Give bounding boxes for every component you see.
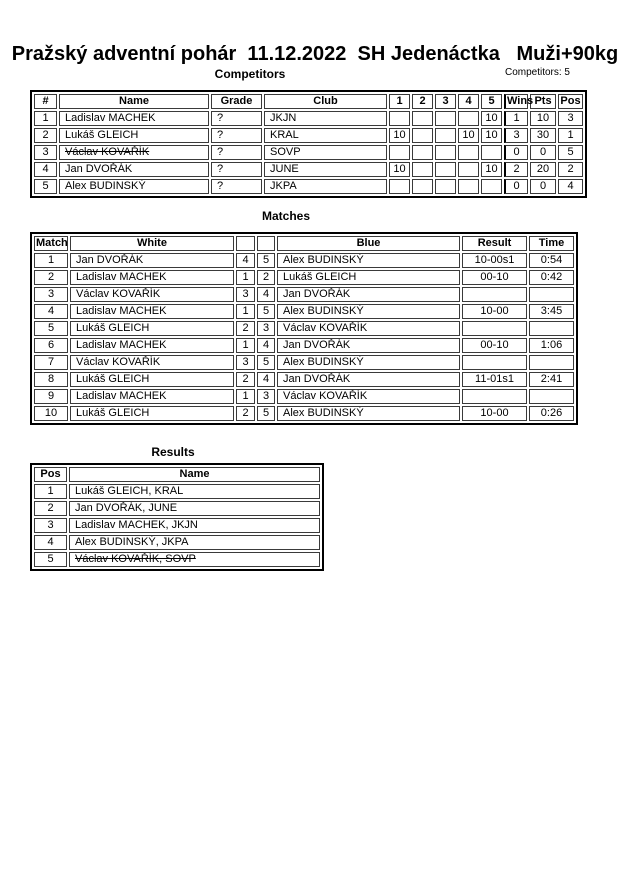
white-number-cell: 1 [236,270,255,285]
score-cell: 10 [481,111,502,126]
white-name-cell: Lukáš GLEICH [70,321,234,336]
white-number-cell: 1 [236,304,255,319]
col-header: Name [59,94,209,109]
result-row [34,484,320,499]
competitor-row [34,179,583,194]
result-cell: 10-00 [462,406,527,421]
time-cell: 3:45 [529,304,574,319]
col-header: Match [36,237,68,249]
club-cell: SOVP [264,145,387,160]
score-cell [435,179,456,194]
white-name-cell: Ladislav MACHEK [70,304,234,319]
score-cell [389,179,410,194]
competitor-name-cell: Václav KOVAŘÍK [59,145,209,160]
match-number-cell: 1 [34,253,68,268]
score-cell [458,162,479,177]
blue-number-cell: 4 [257,372,275,387]
result-cell: 10-00s1 [462,253,527,268]
result-pos-cell: 1 [34,484,67,499]
match-number-cell: 9 [34,389,68,404]
col-header: 5 [481,94,502,109]
competitors-table [30,90,587,198]
match-row [34,389,574,404]
score-cell [458,111,479,126]
score-cell [412,162,433,177]
match-row [34,253,574,268]
match-row [34,304,574,319]
blue-number-cell: 3 [257,321,275,336]
blue-number-cell: 5 [257,355,275,370]
competitor-number-cell: 5 [34,179,57,194]
club-cell: JKJN [264,111,387,126]
match-number-cell: 4 [34,304,68,319]
white-name-cell: Václav KOVAŘÍK [70,355,234,370]
competitor-name-cell: Alex BUDINSKÝ [59,179,209,194]
match-number-cell: 8 [34,372,68,387]
score-cell [389,145,410,160]
time-cell [529,321,574,336]
page-title: Pražský adventní pohár 11.12.2022 SH Jedenáctka Muži+90kg [11,43,619,65]
col-header: Pts [530,94,556,109]
col-header [257,236,275,251]
pts-cell: 20 [530,162,556,177]
score-cell: 10 [458,128,479,143]
blue-name-cell: Václav KOVAŘÍK [277,321,460,336]
white-number-cell: 2 [236,372,255,387]
result-cell [462,287,527,302]
wins-cell: 3 [504,128,528,143]
blue-name-cell: Jan DVOŘÁK [277,338,460,353]
match-number-cell: 6 [34,338,68,353]
time-cell: 0:42 [529,270,574,285]
score-cell [458,145,479,160]
result-name-cell: Václav KOVAŘÍK, SOVP [69,552,320,567]
col-header: Name [69,467,320,482]
result-cell: 10-00 [462,304,527,319]
blue-name-cell: Jan DVOŘÁK [277,287,460,302]
wins-cell: 1 [504,111,528,126]
pos-cell: 5 [558,145,583,160]
result-pos-cell: 3 [34,518,67,533]
col-header: 1 [389,94,410,109]
col-header: 4 [458,94,479,109]
blue-number-cell: 2 [257,270,275,285]
blue-number-cell: 5 [257,406,275,421]
time-cell [529,355,574,370]
col-header: Grade [211,94,262,109]
col-header: Result [462,236,527,251]
result-cell [462,321,527,336]
score-cell: 10 [481,162,502,177]
result-row [34,501,320,516]
match-row [34,338,574,353]
wins-cell: 0 [504,145,528,160]
col-header: 2 [412,94,433,109]
white-name-cell: Lukáš GLEICH [70,372,234,387]
score-cell [435,145,456,160]
score-cell [435,128,456,143]
results-heading: Results [151,445,195,459]
match-number-cell: 10 [34,406,68,421]
result-pos-cell: 4 [34,535,67,550]
matches-heading: Matches [261,209,311,223]
competitor-name-cell: Jan DVOŘÁK [59,162,209,177]
score-cell [412,145,433,160]
pos-cell: 1 [558,128,583,143]
club-cell: JUNE [264,162,387,177]
white-name-cell: Lukáš GLEICH [70,406,234,421]
result-cell [462,355,527,370]
white-number-cell: 3 [236,287,255,302]
blue-number-cell: 3 [257,389,275,404]
blue-name-cell: Alex BUDINSKÝ [277,253,460,268]
score-cell [458,179,479,194]
competitor-name-cell: Ladislav MACHEK [59,111,209,126]
result-name-cell: Lukáš GLEICH, KRAL [69,484,320,499]
blue-name-cell: Lukáš GLEICH [277,270,460,285]
competitor-number-cell: 3 [34,145,57,160]
white-name-cell: Ladislav MACHEK [70,270,234,285]
pos-cell: 2 [558,162,583,177]
competitor-number-cell: 4 [34,162,57,177]
col-header: Blue [277,236,460,251]
col-header: Time [529,236,574,251]
col-header [236,236,255,251]
competitor-number-cell: 2 [34,128,57,143]
match-number-cell: 5 [34,321,68,336]
grade-cell: ? [211,145,262,160]
col-header: 3 [435,94,456,109]
pts-cell: 10 [530,111,556,126]
match-number-cell: 7 [34,355,68,370]
blue-name-cell: Alex BUDINSKÝ [277,406,460,421]
competitors-heading: Competitors [214,67,286,81]
match-row [34,270,574,285]
result-name-cell: Jan DVOŘÁK, JUNE [69,501,320,516]
blue-number-cell: 4 [257,287,275,302]
col-header: Wins [504,94,528,109]
col-header: Club [264,94,387,109]
col-header: White [70,236,234,251]
result-pos-cell: 2 [34,501,67,516]
score-cell [435,111,456,126]
blue-name-cell: Václav KOVAŘÍK [277,389,460,404]
time-cell [529,287,574,302]
time-cell: 2:41 [529,372,574,387]
result-row [34,535,320,550]
col-header: # [34,94,57,109]
competitor-row [34,162,583,177]
match-row [34,406,574,421]
score-cell [389,111,410,126]
result-name-cell: Ladislav MACHEK, JKJN [69,518,320,533]
blue-number-cell: 5 [257,253,275,268]
grade-cell: ? [211,162,262,177]
score-cell: 10 [389,162,410,177]
white-name-cell: Jan DVOŘÁK [70,253,234,268]
pts-cell: 0 [530,179,556,194]
club-cell: JKPA [264,179,387,194]
score-cell [481,179,502,194]
results-table [30,463,324,571]
white-number-cell: 1 [236,338,255,353]
white-name-cell: Václav KOVAŘÍK [70,287,234,302]
wins-cell: 2 [504,162,528,177]
time-cell [529,389,574,404]
match-number-cell: 2 [34,270,68,285]
competitors-header-row [34,94,583,109]
match-number-cell: 3 [34,287,68,302]
competitor-name-cell: Lukáš GLEICH [59,128,209,143]
matches-header-row [34,236,574,251]
grade-cell: ? [211,179,262,194]
white-number-cell: 3 [236,355,255,370]
col-header: Pos [558,94,583,109]
white-name-cell: Ladislav MACHEK [70,338,234,353]
time-cell: 0:26 [529,406,574,421]
white-name-cell: Ladislav MACHEK [70,389,234,404]
pts-cell: 30 [530,128,556,143]
match-row [34,321,574,336]
match-row [34,355,574,370]
white-number-cell: 2 [236,406,255,421]
match-row [34,372,574,387]
wins-cell: 0 [504,179,528,194]
grade-cell: ? [211,111,262,126]
pos-cell: 3 [558,111,583,126]
blue-name-cell: Alex BUDINSKÝ [277,304,460,319]
score-cell [412,179,433,194]
match-row [34,287,574,302]
result-row [34,518,320,533]
score-cell: 10 [481,128,502,143]
club-cell: KRAL [264,128,387,143]
result-pos-cell: 5 [34,552,67,567]
score-cell [481,145,502,160]
time-cell: 1:06 [529,338,574,353]
time-cell: 0:54 [529,253,574,268]
blue-number-cell: 4 [257,338,275,353]
score-cell [435,162,456,177]
result-cell: 00-10 [462,270,527,285]
result-cell: 11-01s1 [462,372,527,387]
score-cell: 10 [389,128,410,143]
white-number-cell: 1 [236,389,255,404]
result-name-cell: Alex BUDINSKÝ, JKPA [69,535,320,550]
matches-table [30,232,578,425]
result-cell [462,389,527,404]
competitors-count-label: Competitors: 5 [504,67,570,78]
results-header-row [34,467,320,482]
pts-cell: 0 [530,145,556,160]
blue-number-cell: 5 [257,304,275,319]
score-cell [412,128,433,143]
competitor-number-cell: 1 [34,111,57,126]
competitor-row [34,145,583,160]
blue-name-cell: Jan DVOŘÁK [277,372,460,387]
pos-cell: 4 [558,179,583,194]
result-row [34,552,320,567]
score-cell [412,111,433,126]
blue-name-cell: Alex BUDINSKÝ [277,355,460,370]
white-number-cell: 4 [236,253,255,268]
competitor-row [34,128,583,143]
result-cell: 00-10 [462,338,527,353]
competitor-row [34,111,583,126]
col-header: Pos [34,467,67,482]
white-number-cell: 2 [236,321,255,336]
grade-cell: ? [211,128,262,143]
